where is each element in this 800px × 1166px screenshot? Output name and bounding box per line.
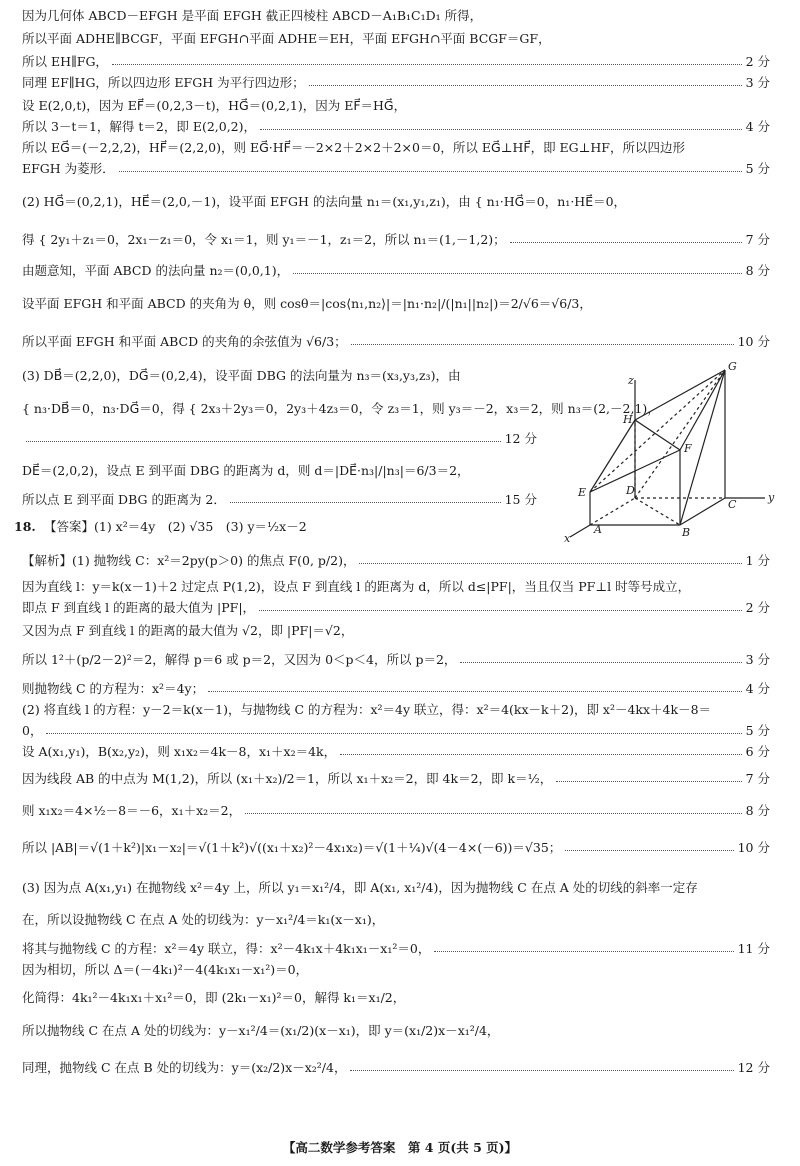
label-H: H: [623, 413, 633, 426]
label-y: y: [768, 491, 775, 504]
text-line: 设平面 EFGH 和平面 ABCD 的夹角为 θ，则 cosθ＝|cos⟨n₁,n₂⟩|＝|n₁·n₂|/(|n₁||n₂|)＝2/√6＝√6/3，: [22, 296, 592, 311]
label-E: E: [578, 486, 587, 499]
score-points: 3 分: [745, 652, 770, 667]
text-line: 所以平面 ADHE∥BCGF，平面 EFGH∩平面 ADHE＝EH，平面 EFGH∩平面 BCGF＝GF，: [22, 31, 551, 46]
text-line: 则 x₁x₂＝4×½－8＝－6，x₁＋x₂＝2， 8 分: [22, 803, 770, 818]
score-points: 3 分: [745, 75, 770, 90]
score-points: 4 分: [745, 681, 770, 696]
dot-leader: [460, 662, 741, 663]
dot-leader: [434, 951, 733, 952]
text-line: 所以点 E 到平面 DBG 的距离为 2． 15 分: [22, 492, 537, 507]
page-footer: 【高二数学参考答案 第 4 页(共 5 页)】: [282, 1140, 518, 1155]
text-line: 在，所以设抛物线 C 在点 A 处的切线为：y－x₁²/4＝k₁(x－x₁)，: [22, 912, 385, 927]
text-line: 则抛物线 C 的方程为：x²＝4y； 4 分: [22, 681, 770, 696]
segment-DB: [635, 498, 680, 525]
text-line: EFGH 为菱形． 5 分: [22, 161, 770, 176]
text-line: 同理 EF∥HG，所以四边形 EFGH 为平行四边形； 3 分: [22, 75, 770, 90]
text-line: 0， 5 分: [22, 723, 770, 738]
text-line: 化简得：4k₁²－4k₁x₁＋x₁²＝0，即 (2k₁－x₁)²＝0，解得 k₁＝x₁/2，: [22, 990, 406, 1005]
text-line: 同理，抛物线 C 在点 B 处的切线为：y＝(x₂/2)x－x₂²/4， 12 分: [22, 1060, 770, 1075]
label-G: G: [728, 360, 737, 373]
text-line: (2) 将直线 l 的方程：y－2＝k(x－1)，与抛物线 C 的方程为：x²＝4y 联立，得：x²＝4(kx－k＋2)，即 x²－4kx＋4k－8＝: [22, 702, 712, 717]
label-C: C: [728, 498, 737, 511]
dot-leader: [510, 242, 742, 243]
score-points: 6 分: [745, 744, 770, 759]
text-line: DE⃗＝(2,0,2)，设点 E 到平面 DBG 的距离为 d，则 d＝|DE⃗·n₃|/|n₃|＝6/3＝2，: [22, 463, 470, 478]
answer-line: 【答案】(1) x²＝4y (2) √35 (3) y＝½x－2: [44, 519, 307, 534]
text-line: (3) DB⃗＝(2,2,0)，DG⃗＝(0,2,4)，设平面 DBG 的法向量为 n₃＝(x₃,y₃,z₃)，由: [22, 368, 461, 383]
text-line: 将其与抛物线 C 的方程：x²＝4y 联立，得：x²－4k₁x＋4k₁x₁－x₁²＝0， 11 分: [22, 941, 770, 956]
dot-leader: [351, 344, 734, 345]
dot-leader: [208, 691, 741, 692]
text-line: 设 E(2,0,t)，因为 EF⃗＝(0,2,3－t)，HG⃗＝(0,2,1)，因为 EF⃗＝HG⃗，: [22, 98, 407, 113]
label-z: z: [628, 374, 634, 387]
score-points: 7 分: [745, 232, 770, 247]
text-line: 得 { 2y₁＋z₁＝0，2x₁－z₁＝0，令 x₁＝1，则 y₁＝－1，z₁＝2，所以 n₁＝(1,－1,2)； 7 分: [22, 232, 770, 247]
dot-leader: [230, 502, 501, 503]
score-points: 2 分: [745, 54, 770, 69]
label-A: A: [594, 523, 602, 536]
dot-leader: [350, 1070, 733, 1071]
text-line: 所以 1²＋(p/2－2)²＝2，解得 p＝6 或 p＝2，又因为 0＜p＜4，所以 p＝2， 3 分: [22, 652, 770, 667]
score-points: 12 分: [504, 431, 537, 446]
dot-leader: [26, 441, 501, 442]
score-points: 12 分: [737, 1060, 770, 1075]
diagonal-HF: [635, 420, 680, 450]
dot-leader: [340, 754, 741, 755]
text-line: 因为几何体 ABCD－EFGH 是平面 EFGH 截正四棱柱 ABCD－A₁B₁C₁D₁ 所得，: [22, 8, 483, 23]
text-line: 所以 EG⃗＝(－2,2,2)，HF⃗＝(2,2,0)，则 EG⃗·HF⃗＝－2×2＋2×2＋2×0＝0，所以 EG⃗⊥HF⃗，即 EG⊥HF，所以四边形: [22, 140, 685, 155]
score-points: 10 分: [737, 840, 770, 855]
text-line: 因为线段 AB 的中点为 M(1,2)，所以 (x₁＋x₂)/2＝1，所以 x₁＋x₂＝2，即 4k＝2，即 k＝½， 7 分: [22, 771, 770, 786]
diagonal-EG: [590, 370, 725, 492]
dot-leader: [245, 813, 741, 814]
dot-leader: [565, 850, 733, 851]
score-points: 5 分: [745, 723, 770, 738]
dot-leader: [46, 733, 741, 734]
text-line: 所以 3－t＝1，解得 t＝2，即 E(2,0,2)， 4 分: [22, 119, 770, 134]
dot-leader: [119, 171, 742, 172]
dot-leader: [259, 610, 742, 611]
score-points: 11 分: [737, 941, 770, 956]
score-points: 8 分: [745, 803, 770, 818]
label-B: B: [682, 526, 691, 539]
dot-leader: [556, 781, 741, 782]
score-points: 10 分: [737, 334, 770, 349]
label-F: F: [684, 442, 692, 455]
score-points: 2 分: [745, 600, 770, 615]
text-line: (2) HG⃗＝(0,2,1)，HE⃗＝(2,0,－1)，设平面 EFGH 的法向量 n₁＝(x₁,y₁,z₁)，由 { n₁·HG⃗＝0，n₁·HE⃗＝0，: [22, 194, 627, 209]
text-line: 设 A(x₁,y₁)，B(x₂,y₂)，则 x₁x₂＝4k－8，x₁＋x₂＝4k， 6 分: [22, 744, 770, 759]
text-line: [22, 431, 537, 447]
dot-leader: [359, 563, 741, 564]
score-points: 1 分: [745, 553, 770, 568]
text-line: 又因为点 F 到直线 l 的距离的最大值为 √2，即 |PF|＝√2，: [22, 623, 354, 638]
text-line: 所以 |AB|＝√(1＋k²)|x₁－x₂|＝√(1＋k²)√((x₁＋x₂)²－4x₁x₂)＝√(1＋¼)√(4－4×(－6))＝√35； 10 分: [22, 840, 770, 855]
text-line: 【解析】(1) 抛物线 C：x²＝2py(p＞0) 的焦点 F(0, p/2)， 1 分: [22, 553, 770, 568]
score-points: 7 分: [745, 771, 770, 786]
score-points: 5 分: [745, 161, 770, 176]
text-line: 所以抛物线 C 在点 A 处的切线为：y－x₁²/4＝(x₁/2)(x－x₁)，即 y＝(x₁/2)x－x₁²/4，: [22, 1023, 500, 1038]
score-points: 4 分: [745, 119, 770, 134]
text-line: 由题意知，平面 ABCD 的法向量 n₂＝(0,0,1)， 8 分: [22, 263, 770, 278]
dot-leader: [112, 64, 742, 65]
text-line: { n₃·DB⃗＝0，n₃·DG⃗＝0，得 { 2x₃＋2y₃＝0，2y₃＋4z₃＝0，令 z₃＝1，则 y₃＝－2，x₃＝2，则 n₃＝(2,－2,1)，: [22, 401, 660, 416]
text-line: 所以平面 EFGH 和平面 ABCD 的夹角的余弦值为 √6/3； 10 分: [22, 334, 770, 349]
dot-leader: [309, 85, 742, 86]
label-D: D: [626, 484, 635, 497]
label-x: x: [564, 532, 571, 545]
text-line: 因为相切，所以 Δ＝(－4k₁)²－4(4k₁x₁－x₁²)＝0，: [22, 962, 309, 977]
score-points: 15 分: [504, 492, 537, 507]
dot-leader: [293, 273, 741, 274]
x-axis: [570, 525, 590, 537]
geometry-figure: [560, 360, 785, 545]
dot-leader: [260, 129, 742, 130]
text-line: (3) 因为点 A(x₁,y₁) 在抛物线 x²＝4y 上，所以 y₁＝x₁²/4，即 A(x₁, x₁²/4)，因为抛物线 C 在点 A 处的切线的斜率一定存: [22, 880, 698, 895]
text-line: 所以 EH∥FG， 2 分: [22, 54, 770, 69]
text-line: 因为直线 l：y＝k(x－1)＋2 过定点 P(1,2)，设点 F 到直线 l 的距离为 d，所以 d≤|PF|，当且仅当 PF⊥l 时等号成立，: [22, 579, 691, 594]
text-line: 即点 F 到直线 l 的距离的最大值为 |PF|， 2 分: [22, 600, 770, 615]
question-number: 18.: [14, 519, 36, 534]
edge-AD: [590, 498, 635, 525]
score-points: 8 分: [745, 263, 770, 278]
